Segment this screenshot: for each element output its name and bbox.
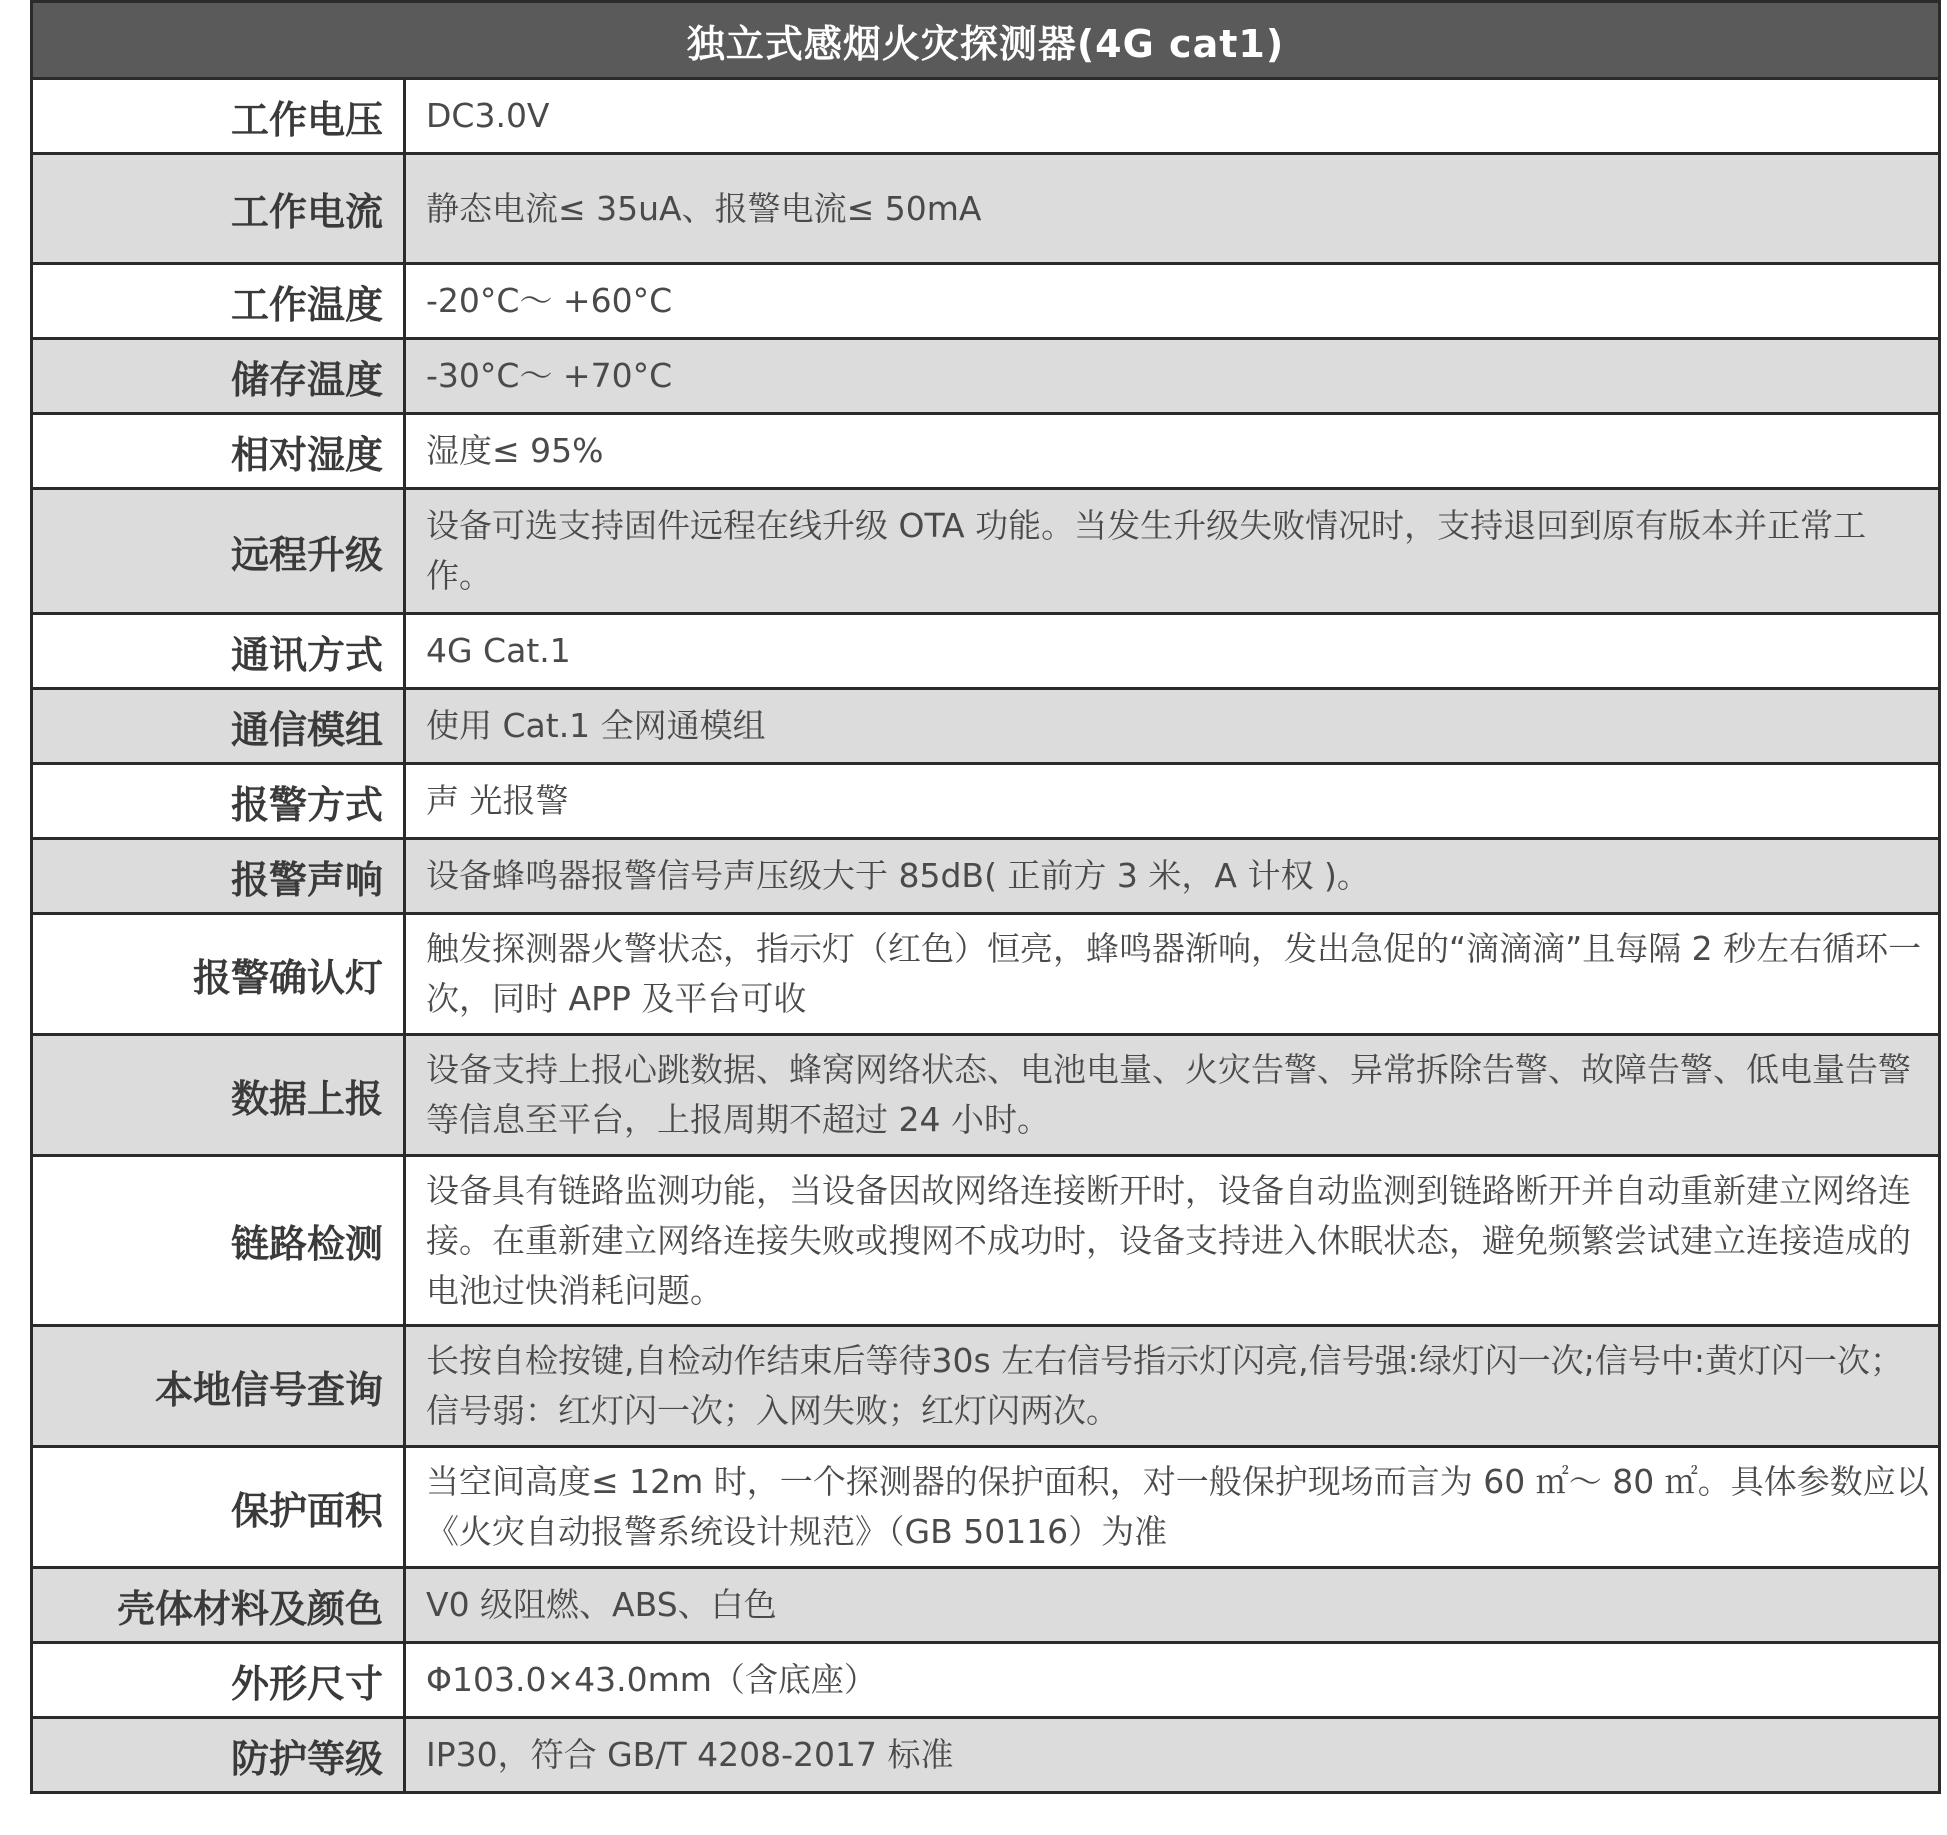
spec-row-alarm-mode (32, 764, 1940, 839)
spec-label: 相对湿度 (32, 414, 405, 489)
spec-label: 工作电流 (32, 154, 405, 264)
spec-row-communication (32, 614, 1940, 689)
spec-row-module (32, 689, 1940, 764)
spec-row-ota (32, 489, 1940, 614)
spec-label: 外形尺寸 (32, 1643, 405, 1718)
spec-value: 使用 Cat.1 全网通模组 (405, 689, 1940, 764)
table-title: 独立式感烟火灾探测器(4G cat1) (32, 2, 1940, 79)
spec-row-storage-temp (32, 339, 1940, 414)
spec-label: 报警确认灯 (32, 914, 405, 1035)
spec-row-alarm-light (32, 914, 1940, 1035)
spec-row-signal-query (32, 1326, 1940, 1447)
spec-label: 本地信号查询 (32, 1326, 405, 1447)
spec-value: -20°C～ +60°C (405, 264, 1940, 339)
spec-label: 储存温度 (32, 339, 405, 414)
spec-value: 长按自检按键,自检动作结束后等待30s 左右信号指示灯闪亮,信号强:绿灯闪一次;信号中:黄灯闪一次；信号弱：红灯闪一次；入网失败；红灯闪两次。 (405, 1326, 1940, 1447)
spec-row-operating-temp (32, 264, 1940, 339)
spec-label: 链路检测 (32, 1156, 405, 1326)
spec-row-dimensions (32, 1643, 1940, 1718)
spec-value: 设备蜂鸣器报警信号声压级大于 85dB( 正前方 3 米，A 计权 )。 (405, 839, 1940, 914)
spec-value: 静态电流≤ 35uA、报警电流≤ 50mA (405, 154, 1940, 264)
spec-row-alarm-sound (32, 839, 1940, 914)
spec-table (30, 0, 1941, 1794)
title-row (32, 2, 1940, 79)
spec-value: IP30，符合 GB/T 4208-2017 标准 (405, 1718, 1940, 1793)
spec-label: 数据上报 (32, 1035, 405, 1156)
spec-label: 通信模组 (32, 689, 405, 764)
spec-value: DC3.0V (405, 79, 1940, 154)
spec-value: 当空间高度≤ 12m 时，一个探测器的保护面积，对一般保护现场而言为 60 ㎡～ 80 ㎡。具体参数应以《火灾自动报警系统设计规范》（GB 50116）为准 (405, 1447, 1940, 1568)
spec-value: 设备支持上报心跳数据、蜂窝网络状态、电池电量、火灾告警、异常拆除告警、故障告警、低电量告警等信息至平台，上报周期不超过 24 小时。 (405, 1035, 1940, 1156)
spec-row-humidity (32, 414, 1940, 489)
spec-label: 远程升级 (32, 489, 405, 614)
spec-row-data-report (32, 1035, 1940, 1156)
spec-row-voltage (32, 79, 1940, 154)
spec-label: 工作电压 (32, 79, 405, 154)
spec-value: 湿度≤ 95% (405, 414, 1940, 489)
spec-label: 通讯方式 (32, 614, 405, 689)
spec-label: 壳体材料及颜色 (32, 1568, 405, 1643)
spec-value: 4G Cat.1 (405, 614, 1940, 689)
spec-value: -30°C～ +70°C (405, 339, 1940, 414)
spec-row-protection-area (32, 1447, 1940, 1568)
spec-label: 工作温度 (32, 264, 405, 339)
spec-row-link-detect (32, 1156, 1940, 1326)
spec-value: 触发探测器火警状态，指示灯（红色）恒亮，蜂鸣器渐响，发出急促的“滴滴滴”且每隔 2 秒左右循环一次，同时 APP 及平台可收 (405, 914, 1940, 1035)
spec-value: 设备可选支持固件远程在线升级 OTA 功能。当发生升级失败情况时，支持退回到原有版本并正常工作。 (405, 489, 1940, 614)
spec-value: 设备具有链路监测功能，当设备因故网络连接断开时，设备自动监测到链路断开并自动重新建立网络连接。在重新建立网络连接失败或搜网不成功时，设备支持进入休眠状态，避免频繁尝试建立连接造成的电池过快消耗问题。 (405, 1156, 1940, 1326)
spec-label: 保护面积 (32, 1447, 405, 1568)
spec-value: V0 级阻燃、ABS、白色 (405, 1568, 1940, 1643)
spec-row-material (32, 1568, 1940, 1643)
spec-label: 报警方式 (32, 764, 405, 839)
spec-row-protection-level (32, 1718, 1940, 1793)
spec-value: 声 光报警 (405, 764, 1940, 839)
spec-row-current (32, 154, 1940, 264)
spec-label: 防护等级 (32, 1718, 405, 1793)
spec-label: 报警声响 (32, 839, 405, 914)
spec-value: Φ103.0×43.0mm（含底座） (405, 1643, 1940, 1718)
